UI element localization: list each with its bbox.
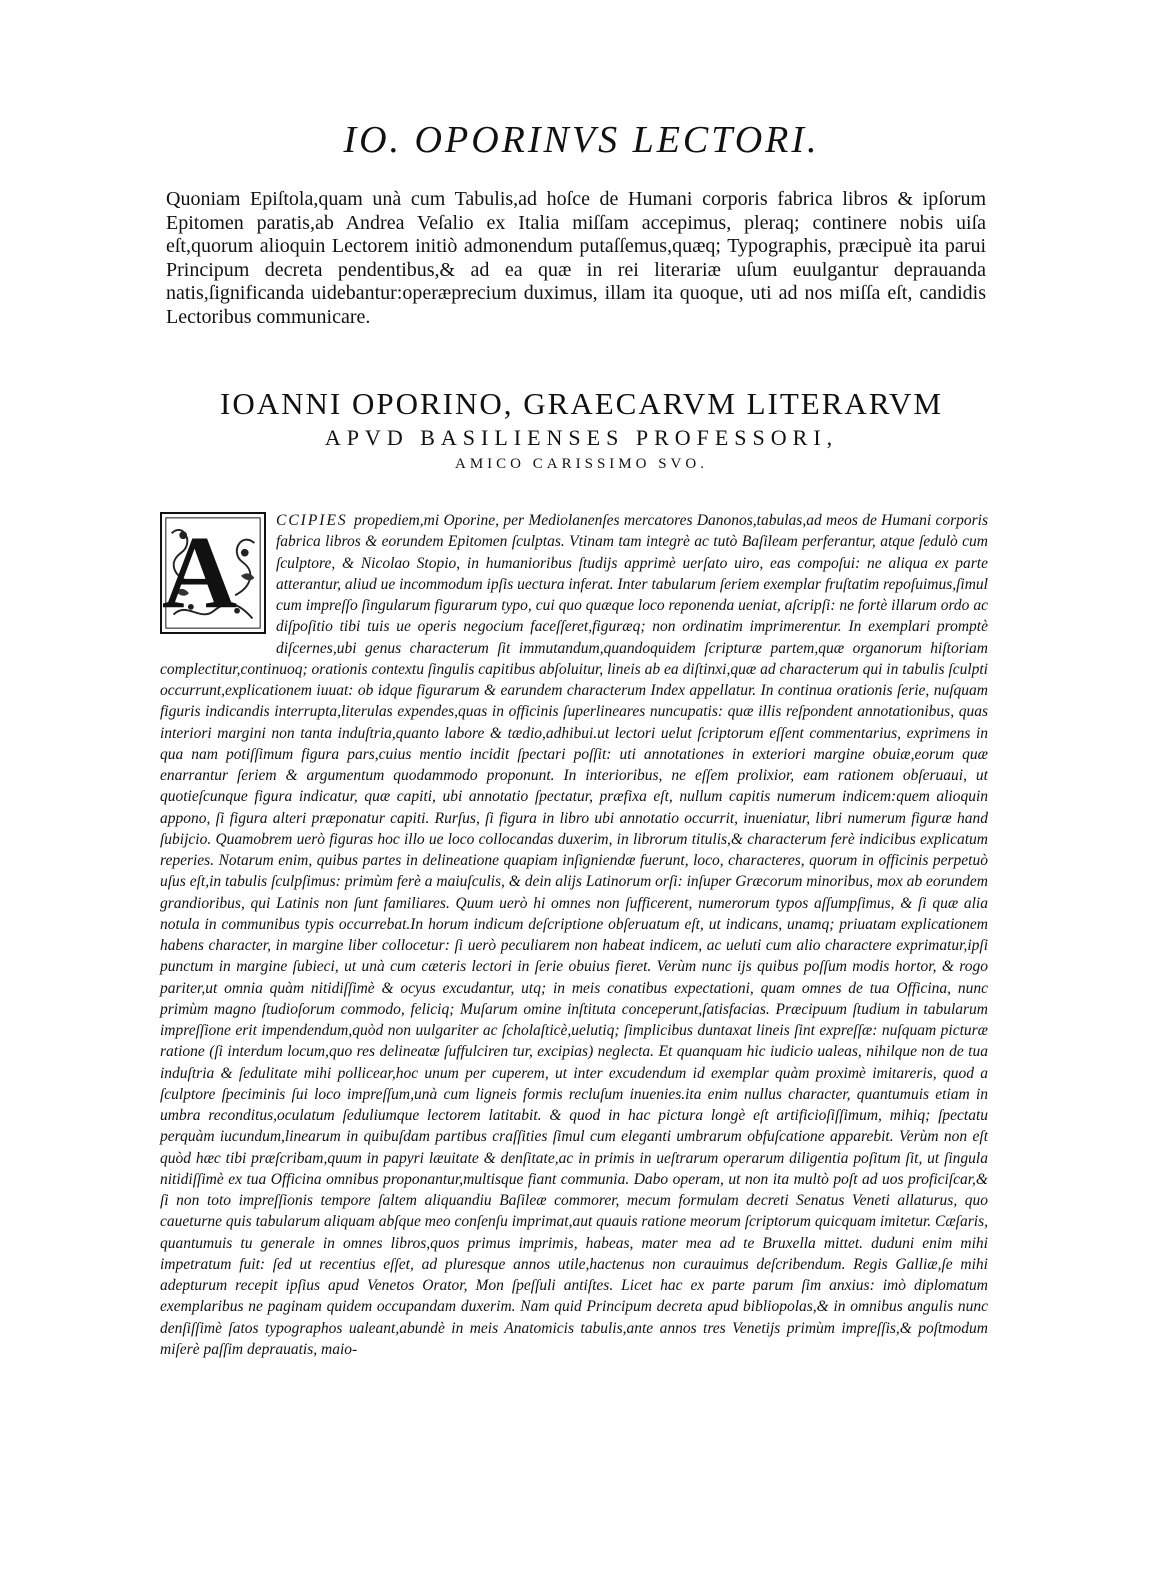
dedication-heading-line-3: AMICO CARISSIMO SVO.: [455, 456, 708, 472]
dedication-heading-line-2: APVD BASILIENSES PROFESSORI,: [324, 425, 839, 450]
page-title: IO. OPORINVS LECTORI.: [343, 119, 820, 161]
letter-text: propediem,mi Oporine, per Mediolanenſes mercatores Danonos,tabulas,ad meos de Humani corporis fabrica libros & eorundem Epitomen ſculptas. Vtinam tam integrè ac tutò Baſileam perferantur, atque ſedulò cum ſculptore, & Nicolao Stopio, in humanioribus ſtudijs apprimè uerſato uiro, eas compoſui: ne aliqua ex parte atterantur, aliud ue incommodum ipſis uectura inferat. Inter tabularum ſeriem exemplar fruſtatim repoſuimus,ſimul cum impreſſo ſingularum figurarum typo, cui quo quæque loco reponenda ueniat, aſcripſi: ne fortè illarum ordo ac diſpoſitio tibi tuis ue operis negocium faceſſeret,figuræq; non ordinatim imprimerentur. In exemplari promptè diſcernes,ubi genus characterum ſit immutandum,quandoquidem ſcripturæ partem,quæ organorum hiſtoriam complectitur,continuoq; orationis contextu ſingulis capitibus abſoluitur, lineis ab ea diſtinxi,quæ ad characterum qui in tabulis ſculpti occurrunt,explicationem iuuat: ob idque figurarum & earundem characterum Index appellatur. In continua orationis ſerie, nuſquam figuris indicandis interrupta,literulas expendes,quas in officinis ſuperlineares nuncupatis: quæ illis reſpondent annotationibus, quas interiori margini non tanta induſtria,quanto labore & tædio,adhibui.ut lectori uelut ſcriptorum eſſent commentarius, exprimens in qua nam potiſſimum figura pars,cuius mentio incidit ſpectari poſſit: uti annotationes in exteriori margine obuiæ,eorum quæ enarrantur ſeriem & argumentum quodammodo proponunt. In interioribus, ne eſſem prolixior, eam rationem obſeruaui, ut quotieſcunque figura indicatur, quæ capiti, ubi annotatio ſpectatur, præfixa eſt, nullum capitis numerum indicem:quem alioquin appono, ſi figura alteri præponatur capiti. Rurſus, ſi figura in libro ubi annotatio occurrit, inueniatur, libri numerum figuræ hand ſubijcio. Quamobrem uerò figuras hoc illo ue loco collocandas duxerim, in librorum titulis,& characterum ferè indicibus explicatum reperies. Notarum enim, quibus partes in delineatione quapiam inſigniendæ fuerunt, loco, characteres, quorum in officinis perpetuò uſus eſt,in tabulis ſculpſimus: primùm ferè a maiuſculis, & dein alijs Latinorum orſi: inſuper Græcorum minoribus, mox ab eorundem grandioribus, qui Latinis non ſunt familiares. Quum uerò hi omnes non ſufficerent, numerorum typos aſſumpſimus, & ſi quæ alia notula in communibus typis occurrebat.In horum indicum deſcriptione obſeruatum eſt, ut indicans, unamq; priuatam explicationem habens character, in margine liber collocetur: ſi uerò peculiarem non habeat indicem, ac ueluti cum alio charactere exprimatur,ipſi punctum in margine ſubieci, ut unà cum cæteris lectori in ſerie obuius fieret. Verùm nunc ijs quibus poſſum modis hortor, & rogo pariter,ut omnia quàm nitidiſſimè & ocyus excudantur, utq; in meis conatibus expectationi, quam omnes de tua Officina, nunc primùm magno ſtudioſorum commodo, feliciq; Muſarum omine inſtituta conceperunt,ſatisfacias. Præcipuum ſtudium in tabularum impreſſione erit impendendum,quòd non uulgariter ac ſcholaſticè,uelutiq; ſimplicibus duntaxat lineis ſint expreſſæ: nuſquam picturæ ratione (ſi interdum locum,quo res delineatæ ſuffulciren tur, excipias) neglecta. Et quanquam hic iudicio ualeas, nihilque non de tua induſtria & ſedulitate mihi pollicear,hoc unum per cuperem, ut inter excudendum id exemplar quàm proximè imitareris, quod a ſculptore ſpeciminis ſui loco impreſſum,unà cum ligneis formis recluſum inuenies.ita enim nullus character, quantumuis etiam in umbra reconditus,oculatum ſeduliumque lectorem latitabit. & quod in hac pictura longè eſt artificioſiſſimum, mihiq; ſpectatu perquàm iucundum,linearum in quibuſdam partibus craſſities ſimul cum eleganti umbrarum obfuſcatione apparebit. Verùm non eſt quòd hæc tibi præſcribam,quum in papyri læuitate & denſitate,ac in primis in ueſtrarum operarum diligentia poſitum ſit, ut ſingula nitidiſſimè ex tua Officina omnibus proponantur,multisque fiant communia. Dabo operam, ut non ita multò poſt ad uos proficiſcar,& ſi non toto impreſſionis tempore ſaltem aliquandiu Baſileæ commorer, mecum formulam decreti Senatus Veneti allaturus, quo caueturne quis tabularum aliquam abſque meo conſenſu imprimat,aut quauis ratione meorum ſcriptorum quicquam imitetur. Cæſaris, quantumuis tu generale in omnes libros,quos primus imprimis, habeas, mater mea ad te Bruxella mittet. duduni enim mihi impetratum fuit: ſed ut recentius eſſet, ad pluresque annos utile,hactenus non curauimus deſcribendum. Regis Galliæ,ſe mihi adepturum recepit ipſius apud Venetos Orator, Mon ſpeſſuli antiſtes. Licet hac ex parte parum ſim anxius: imò diplomatum exemplaribus ne paginam quidem occupandam duxerim. Nam quid Principum decreta apud bibliopolas,& in omnibus angulis nunc denſiſſimè ſatos typographos ualeant,abundè in meis Anatomicis tabulis,ante annos tres Venetijs primùm impreſſis,& poſtmodum miſerè paſſim deprauatis, maio-: [160, 512, 988, 1358]
drop-cap-letter: A: [162, 515, 238, 630]
dedication-heading-line-1: IOANNI OPORINO, GRAECARVM LITERARVM: [220, 386, 943, 421]
ornamental-initial: [160, 512, 266, 634]
intro-paragraph: Quoniam Epiſtola,quam unà cum Tabulis,ad hoſce de Humani corporis fabrica libros & ipſorum Epitomen paratis,ab Andrea Veſalio ex Italia miſſam accepimus, pleraq; continere nobis uiſa eſt,quorum alioquin Lectorem initiò admonendum putaſſemus,quæq; Typographis, præcipuè ita parui Principum decreta pendentibus,& ad ea quæ in rei literariæ uſum euulgantur deprauanda natis,ſignificanda uidebantur:operæprecium duximus, illam ita quoque, uti ad nos miſſa eſt, candidis Lectoribus communicare.: [166, 188, 986, 328]
opening-word: CCIPIES: [276, 512, 355, 529]
letter-body: [160, 510, 988, 1360]
